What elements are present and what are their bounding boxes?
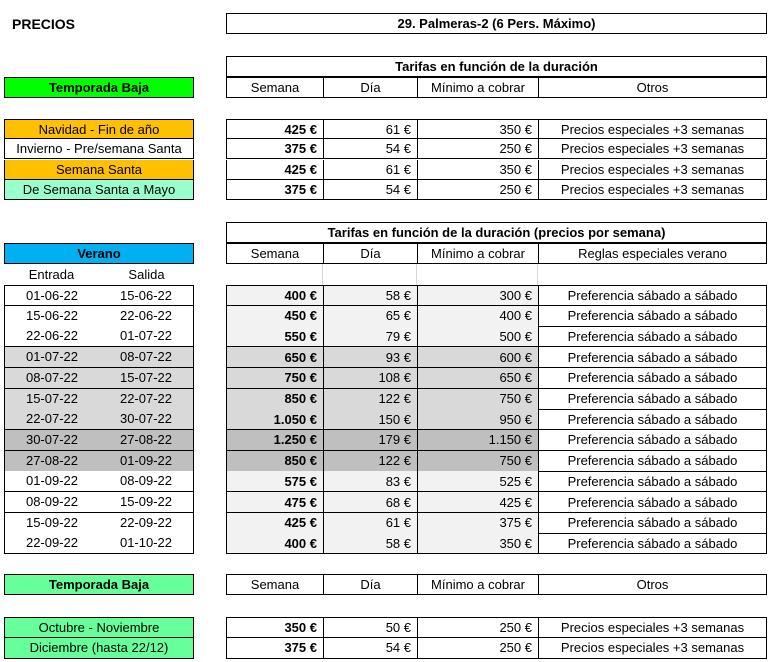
special-rule: Preferencia sábado a sábado (538, 326, 766, 346)
entry-date: 22-07-22 (25, 411, 79, 427)
special-rule: Preferencia sábado a sábado (538, 430, 766, 450)
other-note: Precios especiales +3 semanas (538, 120, 766, 138)
day-price: 54 € (323, 180, 417, 199)
header-other: Otros (538, 78, 766, 97)
day-price: 122 € (323, 451, 417, 471)
header-day: Día (323, 244, 417, 263)
week-price: 850 € (227, 451, 323, 471)
low-season-2-header-row (226, 574, 767, 595)
header-day: Día (323, 78, 417, 97)
exit-date: 22-07-22 (119, 390, 173, 406)
week-price: 375 € (284, 181, 317, 197)
week-price: 425 € (284, 121, 317, 137)
summer-header-row (226, 243, 767, 264)
header-other: Otros (538, 575, 766, 594)
price-row (226, 347, 767, 368)
header-week: Semana (250, 246, 300, 261)
min-price: 250 € (417, 180, 538, 199)
special-rule: Preferencia sábado a sábado (538, 533, 766, 553)
price-row (226, 409, 767, 430)
date-range (4, 347, 194, 368)
week-price: 475 € (227, 492, 323, 512)
week-price: 450 € (227, 306, 323, 326)
week-price: 1.050 € (227, 409, 323, 429)
price-row (226, 326, 767, 347)
min-price: 750 € (417, 389, 538, 409)
special-rule: Preferencia sábado a sábado (538, 306, 766, 326)
entry-date: 27-08-22 (25, 452, 79, 468)
week-price: 350 € (284, 620, 317, 635)
special-rule: Preferencia sábado a sábado (538, 286, 766, 305)
special-rule: Preferencia sábado a sábado (538, 471, 766, 491)
exit-date: 22-06-22 (119, 307, 173, 323)
price-row (226, 160, 767, 180)
min-price: 350 € (417, 160, 538, 179)
season-name: Navidad - Fin de año (4, 119, 194, 139)
price-row (226, 180, 767, 200)
header-min: Mínimo a cobrar (417, 78, 538, 97)
week-price: 650 € (227, 347, 323, 367)
exit-date: 30-07-22 (119, 411, 173, 427)
day-price: 50 € (323, 618, 417, 637)
special-rule: Preferencia sábado a sábado (538, 451, 766, 471)
page-title: PRECIOS (12, 16, 76, 32)
header-week: Semana (250, 577, 300, 592)
min-price: 650 € (417, 368, 538, 388)
day-price: 68 € (323, 492, 417, 512)
week-price: 400 € (227, 286, 323, 305)
week-price: 400 € (227, 533, 323, 553)
exit-date: 01-10-22 (119, 535, 173, 551)
entry-date: 15-07-22 (25, 390, 79, 406)
low-season-header-row (226, 77, 767, 98)
min-price: 750 € (417, 451, 538, 471)
min-price: 350 € (417, 120, 538, 138)
day-price: 179 € (323, 430, 417, 450)
day-price: 61 € (323, 513, 417, 533)
entry-date: 30-07-22 (25, 431, 79, 447)
price-row (226, 306, 767, 327)
date-range (4, 533, 194, 554)
entry-date: 15-06-22 (25, 307, 79, 323)
min-price: 950 € (417, 409, 538, 429)
date-range (4, 513, 194, 534)
week-price: 375 € (284, 640, 317, 655)
day-price: 58 € (323, 533, 417, 553)
min-price: 375 € (417, 513, 538, 533)
exit-date: 22-09-22 (119, 514, 173, 530)
other-note: Precios especiales +3 semanas (538, 618, 766, 637)
min-price: 500 € (417, 326, 538, 346)
low-season-2-label: Temporada Baja (4, 574, 194, 595)
special-rule: Preferencia sábado a sábado (538, 368, 766, 388)
low-season-label: Temporada Baja (4, 77, 194, 98)
min-price: 400 € (417, 306, 538, 326)
entry-date: 08-09-22 (25, 494, 79, 509)
min-price: 425 € (417, 492, 538, 512)
price-row (226, 139, 767, 159)
week-price: 850 € (227, 389, 323, 409)
price-row (226, 451, 767, 472)
day-price: 93 € (323, 347, 417, 367)
exit-date: 08-07-22 (119, 349, 173, 365)
day-price: 54 € (323, 139, 417, 158)
entry-date: 01-07-22 (25, 349, 79, 365)
date-range (4, 451, 194, 472)
season-name: Invierno - Pre/semana Santa (4, 139, 194, 159)
price-row (226, 389, 767, 410)
date-range (4, 326, 194, 347)
entry-date: 22-06-22 (25, 328, 79, 344)
col-salida: Salida (128, 267, 165, 282)
week-price: 1.250 € (227, 430, 323, 450)
week-price: 550 € (227, 326, 323, 346)
price-row (226, 533, 767, 554)
special-rule: Preferencia sábado a sábado (538, 409, 766, 429)
day-price: 65 € (323, 306, 417, 326)
season-name: Octubre - Noviembre (4, 617, 194, 638)
header-rules: Reglas especiales verano (538, 244, 766, 263)
price-row (226, 471, 767, 492)
exit-date: 15-09-22 (119, 494, 173, 509)
exit-date: 15-07-22 (119, 369, 173, 385)
summer-spacer (226, 264, 767, 285)
day-price: 61 € (323, 120, 417, 138)
header-min: Mínimo a cobrar (417, 244, 538, 263)
date-range (4, 430, 194, 451)
other-note: Precios especiales +3 semanas (538, 139, 766, 158)
low-season-table-title: Tarifas en función de la duración (226, 56, 767, 77)
date-range (4, 368, 194, 389)
exit-date: 01-09-22 (119, 452, 173, 468)
min-price: 600 € (417, 347, 538, 367)
price-row (226, 285, 767, 306)
day-price: 61 € (323, 160, 417, 179)
date-range (4, 409, 194, 430)
day-price: 58 € (323, 286, 417, 305)
entry-date: 22-09-22 (25, 535, 79, 551)
season-name: De Semana Santa a Mayo (4, 180, 194, 200)
price-row (226, 430, 767, 451)
min-price: 525 € (417, 471, 538, 491)
min-price: 250 € (417, 139, 538, 158)
price-row (226, 638, 767, 659)
season-name: Diciembre (hasta 22/12) (4, 638, 194, 659)
special-rule: Preferencia sábado a sábado (538, 389, 766, 409)
entry-date: 08-07-22 (25, 369, 79, 385)
exit-date: 15-06-22 (119, 288, 173, 303)
date-range (4, 389, 194, 410)
day-price: 108 € (323, 368, 417, 388)
day-price: 54 € (323, 638, 417, 658)
summer-label: Verano (4, 243, 194, 264)
header-min: Mínimo a cobrar (417, 575, 538, 594)
day-price: 79 € (323, 326, 417, 346)
price-row (226, 368, 767, 389)
col-entrada: Entrada (28, 267, 75, 282)
special-rule: Preferencia sábado a sábado (538, 492, 766, 512)
price-row (226, 617, 767, 638)
price-row (226, 492, 767, 513)
day-price: 122 € (323, 389, 417, 409)
special-rule: Preferencia sábado a sábado (538, 513, 766, 533)
min-price: 300 € (417, 286, 538, 305)
price-row (226, 513, 767, 534)
special-rule: Preferencia sábado a sábado (538, 347, 766, 367)
exit-date: 27-08-22 (119, 431, 173, 447)
week-price: 575 € (227, 471, 323, 491)
entry-date: 01-06-22 (25, 288, 79, 303)
entry-date: 15-09-22 (25, 514, 79, 530)
summer-table-title: Tarifas en función de la duración (precios por semana) (226, 222, 767, 243)
day-price: 83 € (323, 471, 417, 491)
other-note: Precios especiales +3 semanas (538, 638, 766, 658)
exit-date: 08-09-22 (119, 473, 173, 489)
min-price: 250 € (417, 638, 538, 658)
other-note: Precios especiales +3 semanas (538, 160, 766, 179)
week-price: 425 € (284, 161, 317, 177)
header-week: Semana (250, 80, 300, 95)
min-price: 250 € (417, 618, 538, 637)
week-price: 750 € (227, 368, 323, 388)
other-note: Precios especiales +3 semanas (538, 180, 766, 199)
week-price: 425 € (227, 513, 323, 533)
entry-date: 01-09-22 (25, 473, 79, 489)
min-price: 350 € (417, 533, 538, 553)
min-price: 1.150 € (417, 430, 538, 450)
date-range (4, 492, 194, 513)
property-name: 29. Palmeras-2 (6 Pers. Máximo) (226, 13, 767, 34)
price-row (226, 119, 767, 139)
date-range (4, 471, 194, 492)
exit-date: 01-07-22 (119, 328, 173, 344)
date-range (4, 285, 194, 306)
header-day: Día (323, 575, 417, 594)
season-name: Semana Santa (4, 160, 194, 180)
day-price: 150 € (323, 409, 417, 429)
date-range (4, 306, 194, 327)
week-price: 375 € (284, 141, 317, 157)
